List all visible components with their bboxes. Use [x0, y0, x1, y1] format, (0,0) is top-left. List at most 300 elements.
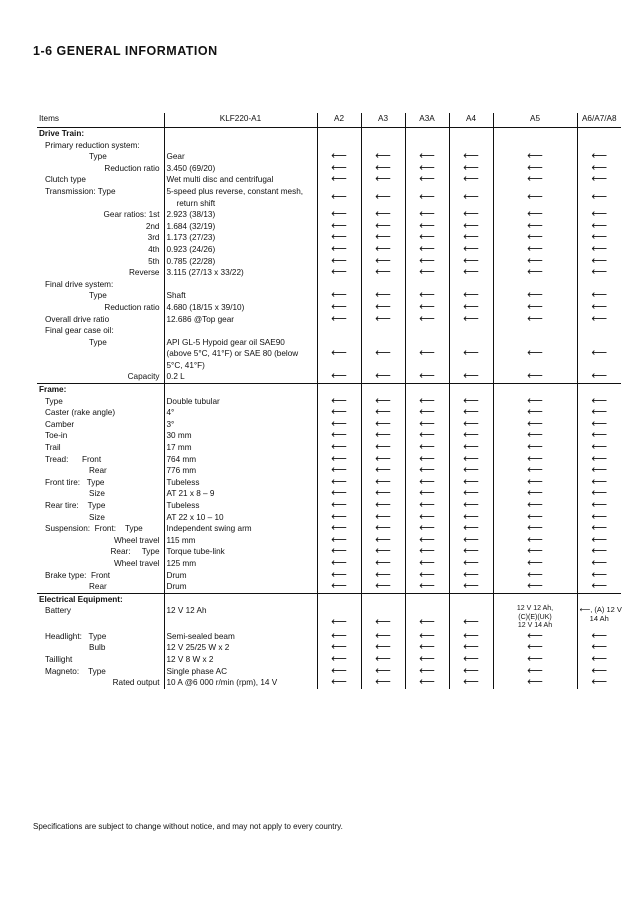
same-as-left-arrow-icon: ⟵ — [527, 161, 543, 174]
same-as-left-cell — [449, 442, 493, 454]
row-value: 12 V 8 W x 2 — [166, 655, 214, 665]
same-as-left-arrow-icon: ⟵ — [375, 406, 391, 419]
same-as-left-arrow-icon: ⟵ — [375, 510, 391, 523]
row-value-cell — [164, 488, 317, 500]
same-as-left-cell — [449, 605, 493, 631]
section-title: Frame: — [37, 384, 164, 396]
row-label-cell — [37, 151, 164, 163]
same-as-left-arrow-icon: ⟵ — [419, 556, 435, 569]
row-label-cell — [37, 174, 164, 186]
table-body — [37, 128, 621, 689]
same-as-left-arrow-icon: ⟵ — [419, 300, 435, 313]
row-label: Clutch type — [45, 175, 86, 185]
row-label-cell — [37, 546, 164, 558]
empty-cell — [449, 325, 493, 337]
same-as-left-arrow-icon: ⟵ — [527, 487, 543, 500]
same-as-left-cell — [493, 174, 577, 186]
same-as-left-cell — [449, 337, 493, 372]
column-header-a4: A4 — [449, 113, 493, 128]
section-title: Drive Train: — [39, 129, 85, 138]
section-header-row — [37, 384, 621, 396]
row-value-cell — [164, 371, 317, 383]
same-as-left-arrow-icon: ⟵ — [463, 464, 479, 477]
row-label: Rear: Type — [110, 547, 160, 557]
same-as-left-arrow-icon: ⟵ — [331, 289, 347, 302]
same-as-left-arrow-icon: ⟵ — [375, 289, 391, 302]
same-as-left-cell — [361, 654, 405, 666]
empty-cell — [164, 593, 317, 605]
same-as-left-arrow-icon: ⟵ — [375, 300, 391, 313]
row-label: Toe-in — [45, 431, 68, 441]
row-value: 3.115 (27/13 x 33/22) — [166, 268, 244, 278]
same-as-left-arrow-icon: ⟵ — [591, 475, 608, 488]
same-as-left-arrow-icon: ⟵ — [463, 417, 479, 430]
same-as-left-arrow-icon: ⟵ — [591, 499, 608, 511]
row-label: Rear — [89, 466, 107, 476]
row-label-cell — [37, 477, 164, 489]
same-as-left-arrow-icon: ⟵ — [591, 568, 608, 581]
same-as-left-cell — [405, 209, 449, 221]
variant-note: 12 V 12 Ah, — [516, 605, 554, 613]
same-as-left-arrow-icon: ⟵ — [463, 150, 479, 163]
row-value: Drum — [166, 570, 187, 580]
same-as-left-cell — [577, 677, 621, 689]
same-as-left-arrow-icon: ⟵ — [463, 452, 479, 465]
same-as-left-arrow-icon: ⟵ — [463, 568, 479, 581]
same-as-left-arrow-icon: ⟵ — [419, 231, 435, 244]
same-as-left-arrow-icon: ⟵ — [331, 208, 347, 221]
same-as-left-arrow-icon: ⟵ — [419, 347, 435, 360]
row-value: 1.173 (27/23) — [166, 233, 216, 243]
same-as-left-arrow-icon: ⟵ — [331, 487, 347, 500]
row-value-cell — [164, 477, 317, 489]
row-value: Double tubular — [166, 396, 220, 406]
same-as-left-cell — [577, 371, 621, 383]
row-label: Wheel travel — [113, 558, 160, 568]
same-as-left-arrow-icon: ⟵ — [463, 231, 479, 244]
same-as-left-cell — [405, 267, 449, 279]
same-as-left-arrow-icon: ⟵ — [463, 522, 479, 535]
table-row — [37, 371, 621, 383]
same-as-left-cell — [449, 581, 493, 593]
same-as-left-arrow-icon: ⟵ — [331, 664, 347, 677]
same-as-left-arrow-icon: ⟵ — [331, 406, 347, 419]
same-as-left-arrow-icon: ⟵ — [463, 441, 479, 454]
row-value-cell — [164, 221, 317, 233]
row-label-cell — [37, 465, 164, 477]
row-value-cell — [164, 407, 317, 419]
same-as-left-arrow-icon: ⟵ — [331, 452, 347, 465]
variant-note: (C)(E)(UK) — [518, 613, 552, 621]
row-value: 12 V 25/25 W x 2 — [166, 643, 230, 653]
page-title: 1-6 GENERAL INFORMATION — [33, 44, 218, 58]
variant-note: ⟵, (A) 12 V — [579, 605, 622, 615]
same-as-left-cell — [493, 500, 577, 512]
same-as-left-arrow-icon: ⟵ — [331, 533, 347, 546]
same-as-left-cell — [405, 558, 449, 570]
same-as-left-arrow-icon: ⟵ — [419, 629, 435, 642]
empty-cell — [449, 128, 493, 140]
same-as-left-arrow-icon: ⟵ — [527, 653, 543, 666]
row-label-cell — [37, 163, 164, 175]
same-as-left-arrow-icon: ⟵ — [419, 580, 435, 593]
same-as-left-arrow-icon: ⟵ — [375, 242, 391, 255]
same-as-left-cell — [361, 337, 405, 372]
section-title: Electrical Equipment: — [37, 593, 164, 605]
same-as-left-arrow-icon: ⟵ — [591, 347, 608, 360]
empty-cell — [493, 593, 577, 605]
row-value-cell — [164, 642, 317, 654]
same-as-left-arrow-icon: ⟵ — [331, 545, 347, 558]
same-as-left-arrow-icon: ⟵ — [419, 615, 435, 628]
row-value-cell — [164, 186, 317, 209]
same-as-left-cell — [577, 337, 621, 372]
same-as-left-arrow-icon: ⟵ — [527, 150, 543, 163]
row-label: Size — [89, 489, 105, 499]
same-as-left-cell — [449, 500, 493, 512]
same-as-left-arrow-icon: ⟵ — [527, 370, 543, 383]
same-as-left-arrow-icon: ⟵ — [331, 394, 347, 407]
same-as-left-arrow-icon: ⟵ — [527, 499, 543, 511]
same-as-left-cell — [405, 174, 449, 186]
same-as-left-arrow-icon: ⟵ — [591, 394, 608, 407]
table-row — [37, 337, 621, 372]
same-as-left-arrow-icon: ⟵ — [591, 452, 608, 465]
row-value: Gear — [166, 152, 185, 162]
row-label: 4th — [148, 244, 160, 254]
table-row — [37, 654, 621, 666]
row-value: 115 mm — [166, 535, 196, 545]
same-as-left-arrow-icon: ⟵ — [331, 499, 347, 511]
same-as-left-arrow-icon: ⟵ — [331, 254, 347, 267]
same-as-left-arrow-icon: ⟵ — [375, 219, 391, 232]
row-value-cell — [164, 465, 317, 477]
same-as-left-arrow-icon: ⟵ — [375, 522, 391, 535]
same-as-left-arrow-icon: ⟵ — [463, 641, 479, 654]
row-value-cell — [164, 558, 317, 570]
row-value-cell — [164, 290, 317, 302]
row-value-cell — [164, 570, 317, 582]
same-as-left-arrow-icon: ⟵ — [419, 441, 435, 454]
same-as-left-cell — [405, 186, 449, 209]
row-value: 17 mm — [166, 443, 192, 453]
same-as-left-arrow-icon: ⟵ — [331, 370, 347, 383]
same-as-left-arrow-icon: ⟵ — [375, 266, 391, 279]
empty-cell — [164, 384, 317, 396]
same-as-left-arrow-icon: ⟵ — [591, 231, 608, 244]
same-as-left-arrow-icon: ⟵ — [375, 499, 391, 511]
row-label: Suspension: Front: Type — [45, 524, 143, 534]
same-as-left-cell — [577, 209, 621, 221]
row-label: Size — [89, 512, 105, 522]
row-label: Caster (rake angle) — [45, 408, 116, 418]
empty-cell — [317, 384, 361, 396]
same-as-left-cell — [577, 581, 621, 593]
row-label-cell — [37, 442, 164, 454]
same-as-left-arrow-icon: ⟵ — [463, 312, 479, 325]
same-as-left-arrow-icon: ⟵ — [591, 629, 608, 642]
same-as-left-cell — [361, 267, 405, 279]
empty-cell — [493, 325, 577, 337]
same-as-left-arrow-icon: ⟵ — [375, 545, 391, 558]
same-as-left-cell — [361, 186, 405, 209]
same-as-left-arrow-icon: ⟵ — [419, 150, 435, 163]
same-as-left-arrow-icon: ⟵ — [375, 676, 391, 689]
row-value-cell — [164, 546, 317, 558]
same-as-left-arrow-icon: ⟵ — [419, 242, 435, 255]
same-as-left-arrow-icon: ⟵ — [527, 629, 543, 642]
row-value-cell — [164, 454, 317, 466]
row-label: Rear — [89, 582, 107, 592]
same-as-left-arrow-icon: ⟵ — [331, 190, 347, 203]
row-label-cell — [37, 535, 164, 547]
row-label-cell — [37, 677, 164, 689]
row-value: 2.923 (38/13) — [166, 210, 216, 220]
same-as-left-arrow-icon: ⟵ — [527, 510, 543, 523]
same-as-left-arrow-icon: ⟵ — [463, 208, 479, 221]
same-as-left-cell — [361, 442, 405, 454]
empty-cell — [405, 384, 449, 396]
same-as-left-arrow-icon: ⟵ — [527, 568, 543, 581]
row-value: Shaft — [166, 291, 186, 301]
same-as-left-arrow-icon: ⟵ — [331, 475, 347, 488]
table-row — [37, 558, 621, 570]
same-as-left-arrow-icon: ⟵ — [419, 653, 435, 666]
same-as-left-arrow-icon: ⟵ — [331, 641, 347, 654]
row-label: Battery — [45, 606, 71, 616]
same-as-left-arrow-icon: ⟵ — [527, 219, 543, 232]
table-row — [37, 314, 621, 326]
table-row — [37, 267, 621, 279]
row-label-cell — [37, 631, 164, 643]
same-as-left-arrow-icon: ⟵ — [463, 266, 479, 279]
row-label-cell — [37, 642, 164, 654]
row-value-cell — [164, 631, 317, 643]
row-value-cell — [164, 325, 317, 337]
row-label-cell — [37, 558, 164, 570]
same-as-left-arrow-icon: ⟵ — [375, 254, 391, 267]
same-as-left-arrow-icon: ⟵ — [331, 464, 347, 477]
same-as-left-cell — [317, 209, 361, 221]
column-header-a6-a7-a8: A6/A7/A8 — [577, 113, 621, 128]
row-label-cell — [37, 232, 164, 244]
row-label: Magneto: Type — [45, 666, 106, 676]
row-label-cell — [37, 666, 164, 678]
row-value-cell — [164, 140, 317, 152]
same-as-left-cell — [405, 302, 449, 314]
row-label: Camber — [45, 419, 75, 429]
row-label: 5th — [148, 256, 160, 266]
row-label: Front tire: Type — [45, 477, 105, 487]
same-as-left-arrow-icon: ⟵ — [527, 475, 543, 488]
same-as-left-arrow-icon: ⟵ — [591, 150, 608, 163]
same-as-left-cell — [493, 302, 577, 314]
empty-cell — [493, 128, 577, 140]
column-header-a2: A2 — [317, 113, 361, 128]
same-as-left-cell — [493, 267, 577, 279]
same-as-left-arrow-icon: ⟵ — [527, 441, 543, 454]
same-as-left-cell — [317, 244, 361, 256]
row-value-cell — [164, 430, 317, 442]
same-as-left-cell — [577, 244, 621, 256]
same-as-left-arrow-icon: ⟵ — [375, 312, 391, 325]
same-as-left-arrow-icon: ⟵ — [375, 394, 391, 407]
same-as-left-arrow-icon: ⟵ — [419, 664, 435, 677]
same-as-left-arrow-icon: ⟵ — [375, 231, 391, 244]
same-as-left-arrow-icon: ⟵ — [375, 161, 391, 174]
same-as-left-arrow-icon: ⟵ — [591, 510, 608, 523]
row-value: 3.450 (69/20) — [166, 163, 216, 173]
same-as-left-arrow-icon: ⟵ — [331, 556, 347, 569]
row-value-cell — [164, 523, 317, 535]
same-as-left-arrow-icon: ⟵ — [527, 208, 543, 221]
same-as-left-arrow-icon: ⟵ — [331, 441, 347, 454]
row-value: 0.785 (22/28) — [166, 256, 216, 266]
same-as-left-cell — [317, 605, 361, 631]
row-value: 1.684 (32/19) — [166, 221, 216, 231]
same-as-left-arrow-icon: ⟵ — [591, 312, 608, 325]
row-label-cell — [37, 454, 164, 466]
same-as-left-arrow-icon: ⟵ — [331, 676, 347, 689]
same-as-left-cell — [317, 174, 361, 186]
row-label-cell — [37, 654, 164, 666]
same-as-left-cell — [449, 244, 493, 256]
variant-note-cell — [493, 605, 577, 631]
same-as-left-cell — [361, 244, 405, 256]
same-as-left-cell — [405, 371, 449, 383]
same-as-left-arrow-icon: ⟵ — [331, 173, 347, 186]
row-label: Gear ratios: 1st — [103, 210, 160, 220]
row-value-cell — [164, 581, 317, 593]
row-label: 3rd — [147, 233, 160, 243]
same-as-left-arrow-icon: ⟵ — [591, 289, 608, 302]
same-as-left-arrow-icon: ⟵ — [527, 676, 543, 689]
row-label: Taillight — [45, 655, 73, 665]
same-as-left-arrow-icon: ⟵ — [527, 545, 543, 558]
same-as-left-arrow-icon: ⟵ — [527, 429, 543, 442]
row-value-cell — [164, 279, 317, 291]
same-as-left-cell — [361, 500, 405, 512]
column-header-model: KLF220-A1 — [164, 113, 317, 128]
row-value-cell — [164, 302, 317, 314]
same-as-left-cell — [405, 314, 449, 326]
same-as-left-arrow-icon: ⟵ — [591, 464, 608, 477]
same-as-left-cell — [449, 677, 493, 689]
same-as-left-arrow-icon: ⟵ — [331, 580, 347, 593]
same-as-left-arrow-icon: ⟵ — [463, 533, 479, 546]
same-as-left-arrow-icon: ⟵ — [419, 219, 435, 232]
row-value: Single phase AC — [166, 666, 228, 676]
same-as-left-arrow-icon: ⟵ — [591, 242, 608, 255]
same-as-left-arrow-icon: ⟵ — [331, 429, 347, 442]
same-as-left-arrow-icon: ⟵ — [419, 522, 435, 535]
table-row — [37, 244, 621, 256]
same-as-left-arrow-icon: ⟵ — [463, 300, 479, 313]
same-as-left-cell — [493, 581, 577, 593]
empty-cell — [449, 384, 493, 396]
same-as-left-cell — [493, 337, 577, 372]
same-as-left-arrow-icon: ⟵ — [331, 522, 347, 535]
empty-cell — [361, 128, 405, 140]
same-as-left-arrow-icon: ⟵ — [331, 150, 347, 163]
same-as-left-cell — [317, 654, 361, 666]
row-value: 3° — [166, 419, 175, 429]
same-as-left-arrow-icon: ⟵ — [591, 533, 608, 546]
row-label-cell — [37, 605, 164, 631]
same-as-left-arrow-icon: ⟵ — [463, 676, 479, 689]
same-as-left-arrow-icon: ⟵ — [331, 219, 347, 232]
same-as-left-arrow-icon: ⟵ — [331, 615, 347, 628]
same-as-left-arrow-icon: ⟵ — [331, 510, 347, 523]
same-as-left-arrow-icon: ⟵ — [331, 266, 347, 279]
row-label-cell — [37, 407, 164, 419]
column-header-items: Items — [37, 113, 164, 128]
same-as-left-arrow-icon: ⟵ — [463, 347, 479, 360]
same-as-left-cell — [577, 500, 621, 512]
specifications-table — [37, 113, 621, 689]
row-value: 12.686 @Top gear — [166, 314, 234, 324]
row-value-cell — [164, 677, 317, 689]
same-as-left-arrow-icon: ⟵ — [419, 394, 435, 407]
section-header-row — [37, 593, 621, 605]
row-label: Type — [89, 337, 107, 347]
same-as-left-arrow-icon: ⟵ — [591, 300, 608, 313]
same-as-left-cell — [317, 302, 361, 314]
row-label-cell — [37, 337, 164, 372]
same-as-left-arrow-icon: ⟵ — [527, 533, 543, 546]
row-value-cell — [164, 666, 317, 678]
variant-note-cell — [577, 605, 621, 631]
row-label: Reduction ratio — [104, 163, 160, 173]
same-as-left-cell — [317, 581, 361, 593]
same-as-left-cell — [577, 558, 621, 570]
same-as-left-arrow-icon: ⟵ — [331, 300, 347, 313]
empty-cell — [361, 593, 405, 605]
same-as-left-arrow-icon: ⟵ — [463, 289, 479, 302]
same-as-left-arrow-icon: ⟵ — [463, 173, 479, 186]
same-as-left-cell — [449, 371, 493, 383]
same-as-left-arrow-icon: ⟵ — [591, 219, 608, 232]
same-as-left-cell — [361, 371, 405, 383]
row-label-cell — [37, 325, 164, 337]
same-as-left-arrow-icon: ⟵ — [419, 266, 435, 279]
same-as-left-cell — [405, 677, 449, 689]
same-as-left-arrow-icon: ⟵ — [331, 231, 347, 244]
same-as-left-arrow-icon: ⟵ — [591, 161, 608, 174]
row-label: Type — [89, 152, 107, 162]
row-value: Tubeless — [166, 477, 200, 487]
same-as-left-arrow-icon: ⟵ — [419, 487, 435, 500]
row-label: Rated output — [112, 678, 160, 688]
same-as-left-cell — [405, 654, 449, 666]
same-as-left-arrow-icon: ⟵ — [591, 653, 608, 666]
column-header-a5: A5 — [493, 113, 577, 128]
same-as-left-cell — [317, 314, 361, 326]
row-label-cell — [37, 256, 164, 268]
same-as-left-arrow-icon: ⟵ — [591, 429, 608, 442]
same-as-left-arrow-icon: ⟵ — [419, 417, 435, 430]
same-as-left-cell — [361, 174, 405, 186]
same-as-left-cell — [449, 314, 493, 326]
same-as-left-cell — [493, 186, 577, 209]
same-as-left-arrow-icon: ⟵ — [463, 406, 479, 419]
same-as-left-arrow-icon: ⟵ — [375, 190, 391, 203]
row-label-cell — [37, 186, 164, 209]
row-value-cell — [164, 419, 317, 431]
same-as-left-cell — [361, 314, 405, 326]
same-as-left-arrow-icon: ⟵ — [331, 417, 347, 430]
same-as-left-arrow-icon: ⟵ — [591, 370, 608, 383]
